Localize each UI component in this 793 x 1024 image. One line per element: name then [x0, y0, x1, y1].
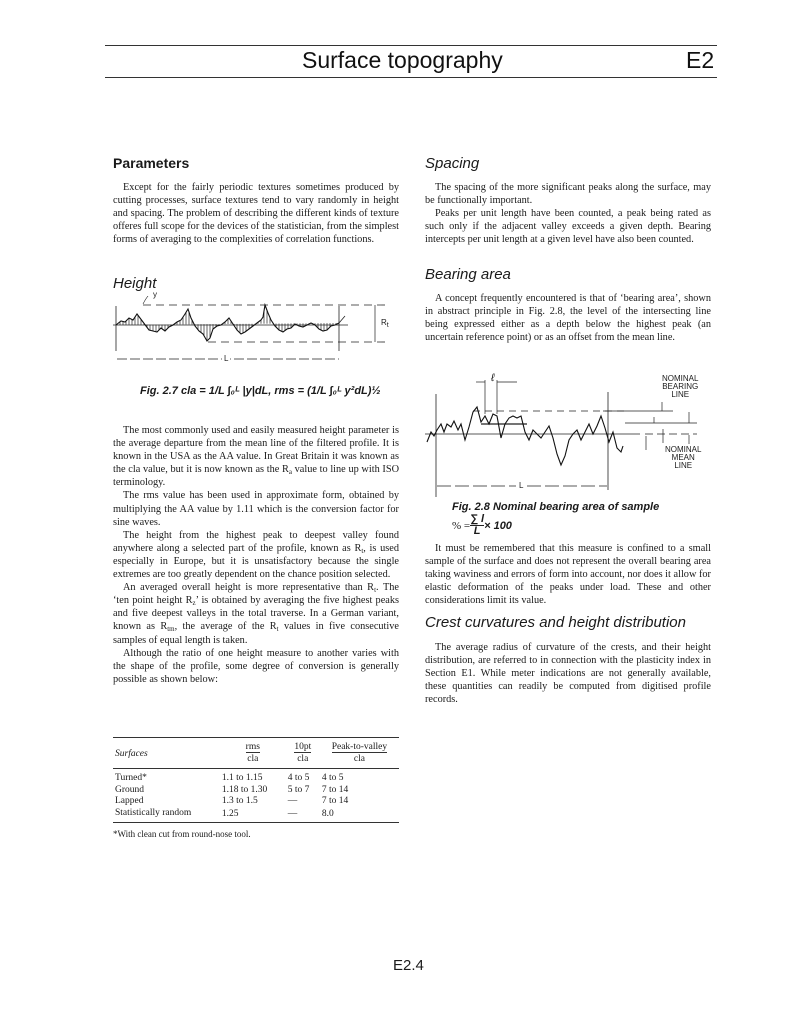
- label-line: NOMINAL: [662, 374, 699, 383]
- col-den: cla: [247, 753, 259, 764]
- col-num: rms: [245, 742, 260, 752]
- heading-crest-curvatures: Crest curvatures and height distribution: [425, 614, 686, 631]
- formula-right: × 100: [484, 519, 512, 532]
- col-den: cla: [297, 753, 309, 764]
- header-rule-bottom: [105, 77, 717, 78]
- cell: Ground: [115, 784, 145, 795]
- rt-sub: t: [386, 322, 389, 329]
- subscript: tm: [167, 625, 175, 634]
- fig27-label-rt: [381, 318, 389, 327]
- page-title: Surface topography: [302, 47, 503, 73]
- conversion-table: [113, 737, 399, 839]
- paragraph: [113, 529, 399, 581]
- bearing-text: [425, 292, 711, 344]
- paragraph: The rms value has been used in approximate form, obtained by multiplying the AA value by 1.11 which is the conversion factor for sine waves.: [113, 490, 399, 528]
- fig28-label-bearing-line: [662, 375, 698, 399]
- table-row: [113, 785, 399, 797]
- fig28-formula: [452, 514, 512, 537]
- cell: 4 to 5: [287, 773, 310, 783]
- col-num: 10pt: [294, 742, 312, 752]
- fig27-label-y: y: [153, 290, 157, 299]
- text: . The ‘ten point height R: [113, 582, 399, 607]
- text: The height from the highest peak to deepest valley found anywhere along a selected part of the profile, known as R: [113, 529, 399, 554]
- label-line: BEARING: [662, 382, 699, 391]
- section-number: E2: [686, 47, 715, 73]
- fig28-label-L: L: [516, 481, 526, 490]
- cell: Lapped: [115, 796, 144, 806]
- paragraph: It must be remembered that this measure is confined to a small sample of the surface and does not represent the overall bearing area taking waviness and errors of form into account, nor does it allow for elastic deformation of the peaks under load. These and other considerations limit its value.: [425, 543, 711, 607]
- row-header: Surfaces: [115, 749, 148, 760]
- paragraph: Although the ratio of one height measure to another varies with the shape of the profile, some degree of conversion is generally possible as shown below:: [113, 647, 399, 685]
- text: An averaged overall height is more representative than R: [123, 582, 375, 594]
- subscript: t: [361, 546, 364, 555]
- cell: 4 to 5: [321, 773, 344, 783]
- page-number: E2.4: [393, 957, 424, 974]
- label-line: NOMINAL: [665, 445, 702, 454]
- table-row: [113, 769, 399, 785]
- height-text: [113, 424, 399, 686]
- heading-height: Height: [113, 275, 157, 292]
- text: ’ is obtained by averaging the five highest peaks and five deepest valleys in the total traverse. In a German variant, known as R: [113, 595, 399, 633]
- subscript: t: [276, 625, 279, 634]
- paragraph: A concept frequently encountered is that of ‘bearing area’, shown in abstract principle in Fig. 2.8, the level of the intersecting line being expressed either as a depth below the highest peak (an uncertain reference point) or as an offset from the mean line.: [425, 293, 711, 344]
- paragraph: The average radius of curvature of the crests, and their height distribution, are referred to in connection with the plasticity index in Section E1. While meter indications are not generally available, these quantities can readily be computed from digitised profile records.: [425, 642, 711, 706]
- subscript: t: [374, 586, 377, 595]
- bearing-text-2: [425, 542, 711, 607]
- caption-prefix: Fig. 2.7 cla =: [140, 385, 209, 397]
- col-den: cla: [353, 753, 365, 764]
- cell: 8.0: [321, 809, 334, 819]
- text: , is used especially in Europe, but it is unsatisfactory because the single extremes are too greatly dependent on the chance position selected.: [113, 542, 400, 581]
- fig28-label-small-l: ℓ: [491, 372, 495, 384]
- parameters-text: [113, 181, 399, 246]
- rms-label: rms =: [271, 385, 308, 397]
- crest-text: [425, 641, 711, 706]
- text: The most commonly used and easily measured height parameter is the average departure from the mean line of the filtered profile. It is known in the USA as the AA value. In Great Britain it was known as the cla value, but it is now known as the R: [113, 425, 399, 476]
- subscript: a: [288, 468, 292, 477]
- cell: 1.1 to 1.15: [221, 773, 263, 783]
- cell: 7 to 14: [321, 796, 349, 806]
- label-line: LINE: [671, 390, 690, 399]
- heading-parameters: Parameters: [113, 155, 190, 171]
- paragraph: [113, 581, 399, 646]
- header-rule-top: [105, 45, 717, 46]
- text: values in five consecutive samples of equal length is taken.: [113, 621, 399, 646]
- text: , the average of the R: [174, 621, 277, 633]
- spacing-text: [425, 181, 711, 246]
- cell: Turned*: [115, 773, 147, 783]
- cell: 1.18 to 1.30: [221, 784, 268, 795]
- col-num: Peak-to-valley: [331, 742, 388, 752]
- cell: —: [287, 796, 298, 806]
- fig28-label-mean-line: [665, 446, 701, 470]
- formula-left: % =: [452, 519, 471, 532]
- cell: 1.3 to 1.5: [221, 796, 258, 806]
- label-line: MEAN: [671, 453, 695, 462]
- fig27-label-l: L: [224, 354, 229, 363]
- paragraph: [113, 424, 399, 489]
- cell: 5 to 7: [287, 784, 310, 795]
- cell: 7 to 14: [321, 784, 349, 795]
- paragraph: The spacing of the more significant peaks along the surface, may be functionally important.: [425, 182, 711, 207]
- cla-formula: 1/L ∫₀ᴸ |y|dL,: [208, 385, 272, 397]
- rt-label: R: [381, 318, 387, 327]
- formula-numerator: ∑ l: [470, 513, 485, 525]
- paragraph: Except for the fairly periodic textures sometimes produced by cutting processes, surface textures tend to vary randomly in height and spacing. The problem of describing the different kinds of texture offeres full scope for the devices of the statistician, from the simplest forms of averaging to the complexities of correlation functions.: [113, 182, 399, 246]
- cell: Statistically random: [115, 807, 192, 818]
- cell: —: [287, 809, 298, 819]
- formula-denominator: L: [473, 525, 481, 537]
- heading-spacing: Spacing: [425, 155, 480, 172]
- fig28-caption: Fig. 2.8 Nominal bearing area of sample: [452, 501, 660, 513]
- text: value to line up with ISO terminology.: [113, 464, 400, 489]
- paragraph: Peaks per unit length have been counted, a peak being rated as such only if the adjacent valley exceeds a given depth. Bearing intercepts per unit length at a given level have also been counted.: [425, 208, 711, 246]
- subscript: z: [192, 599, 196, 608]
- rms-formula: (1/L ∫₀ᴸ y²dL)½: [307, 385, 381, 397]
- cell: 1.25: [221, 809, 239, 819]
- table-row: [113, 796, 399, 808]
- figure-2-7-profile: [113, 296, 403, 368]
- fig27-caption: [140, 385, 381, 397]
- y-leader: [143, 296, 151, 304]
- table-row: [113, 808, 399, 823]
- heading-bearing-area: Bearing area: [425, 266, 511, 283]
- table-footnote: *With clean cut from round-nose tool.: [113, 829, 251, 839]
- label-line: LINE: [674, 461, 693, 470]
